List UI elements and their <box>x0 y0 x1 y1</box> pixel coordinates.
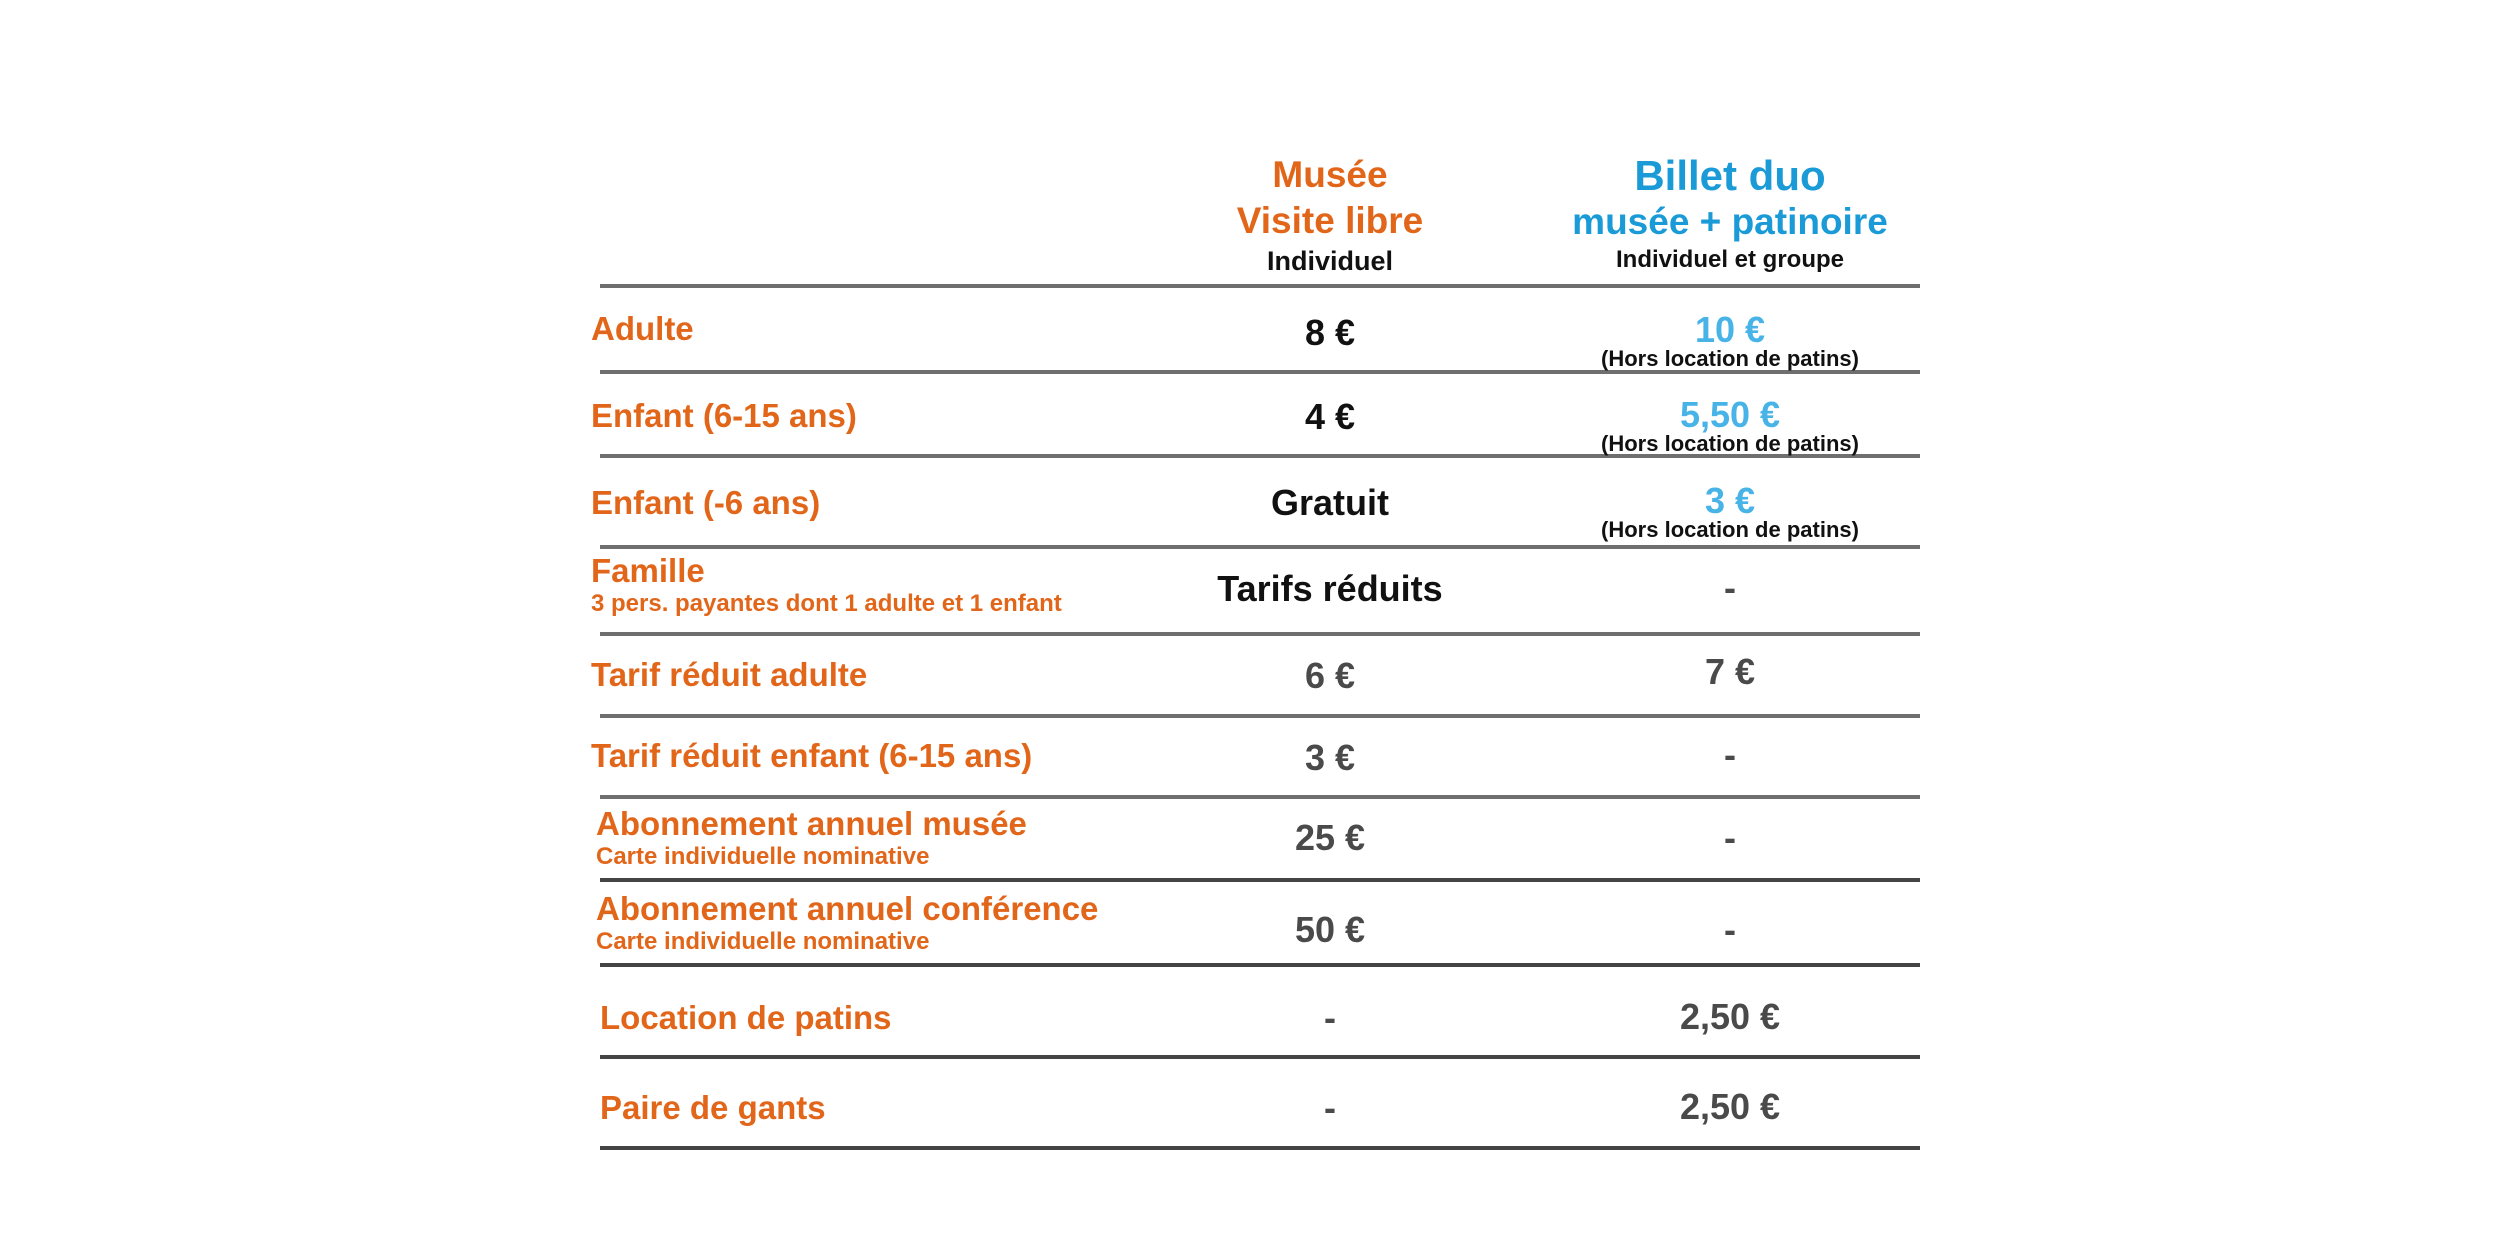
price-duo-location-patins: 2,50 € <box>1679 996 1781 1037</box>
price-duo-tarif-reduit-adulte: 7 € <box>1704 651 1756 692</box>
price-duo-abonnement-musee: - <box>1724 817 1736 858</box>
price-duo-famille: - <box>1724 567 1736 608</box>
price-musee-tarif-reduit-adulte: 6 € <box>1304 655 1356 696</box>
row-label-enfant-6-15: Enfant (6-15 ans) <box>591 397 857 434</box>
divider <box>600 545 1920 549</box>
price-duo-paire-gants: 2,50 € <box>1679 1086 1781 1127</box>
header-musee-audience: Individuel <box>1266 246 1393 276</box>
price-duo-enfant-6-15 <box>1520 394 1940 456</box>
row-label-tarif-reduit-enfant: Tarif réduit enfant (6-15 ans) <box>591 737 1033 774</box>
price-musee-adulte: 8 € <box>1304 312 1356 353</box>
row-label-abonnement-conference-title: Abonnement annuel conférence <box>596 890 1099 927</box>
divider <box>600 1146 1920 1150</box>
price-musee-abonnement-musee: 25 € <box>1294 817 1366 858</box>
divider <box>600 284 1920 288</box>
price-duo-enfant-moins-6-note: (Hors location de patins) <box>1601 517 1859 542</box>
divider <box>600 878 1920 882</box>
price-musee-famille: Tarifs réduits <box>1217 568 1443 609</box>
price-musee-paire-gants: - <box>1324 1087 1336 1128</box>
price-musee-enfant-6-15: 4 € <box>1304 396 1356 437</box>
row-label-abonnement-musee-title: Abonnement annuel musée <box>596 805 1027 842</box>
row-label-famille-sub: 3 pers. payantes dont 1 adulte et 1 enfant <box>591 590 1062 617</box>
row-label-enfant-moins-6: Enfant (-6 ans) <box>591 484 821 521</box>
price-musee-enfant-moins-6: Gratuit <box>1270 482 1389 523</box>
price-duo-abonnement-conference: - <box>1724 909 1736 950</box>
divider <box>600 632 1920 636</box>
divider <box>600 1055 1920 1059</box>
row-label-abonnement-musee-sub: Carte individuelle nominative <box>596 843 930 870</box>
price-duo-enfant-moins-6 <box>1520 480 1940 542</box>
row-label-abonnement-musee <box>596 804 1027 870</box>
divider <box>600 963 1920 967</box>
row-label-abonnement-conference-sub: Carte individuelle nominative <box>596 928 930 955</box>
header-musee-subtitle: Visite libre <box>1236 200 1424 241</box>
header-duo-subtitle: musée + patinoire <box>1572 201 1888 242</box>
price-musee-abonnement-conference: 50 € <box>1294 909 1366 950</box>
header-duo <box>1520 152 1940 276</box>
price-duo-enfant-6-15-value: 5,50 € <box>1679 394 1781 435</box>
price-duo-enfant-6-15-note: (Hors location de patins) <box>1601 431 1859 456</box>
price-musee-tarif-reduit-enfant: 3 € <box>1304 737 1356 778</box>
header-musee-title: Musée <box>1272 154 1388 195</box>
price-duo-adulte-note: (Hors location de patins) <box>1601 346 1859 371</box>
row-label-location-patins: Location de patins <box>600 999 892 1036</box>
row-label-abonnement-conference <box>596 889 1098 955</box>
divider <box>600 795 1920 799</box>
row-label-adulte: Adulte <box>591 310 694 347</box>
row-label-famille-title: Famille <box>591 552 705 589</box>
price-duo-tarif-reduit-enfant: - <box>1724 734 1736 775</box>
price-duo-enfant-moins-6-value: 3 € <box>1704 480 1756 521</box>
price-duo-adulte <box>1520 309 1940 371</box>
price-duo-adulte-value: 10 € <box>1694 309 1766 350</box>
header-duo-title: Billet duo <box>1634 152 1826 199</box>
divider <box>600 714 1920 718</box>
price-musee-location-patins: - <box>1324 997 1336 1038</box>
row-label-famille <box>591 551 1062 617</box>
header-musee <box>1180 152 1480 278</box>
row-label-paire-gants: Paire de gants <box>600 1089 826 1126</box>
row-label-tarif-reduit-adulte: Tarif réduit adulte <box>591 656 868 693</box>
header-duo-audience: Individuel et groupe <box>1615 246 1844 273</box>
